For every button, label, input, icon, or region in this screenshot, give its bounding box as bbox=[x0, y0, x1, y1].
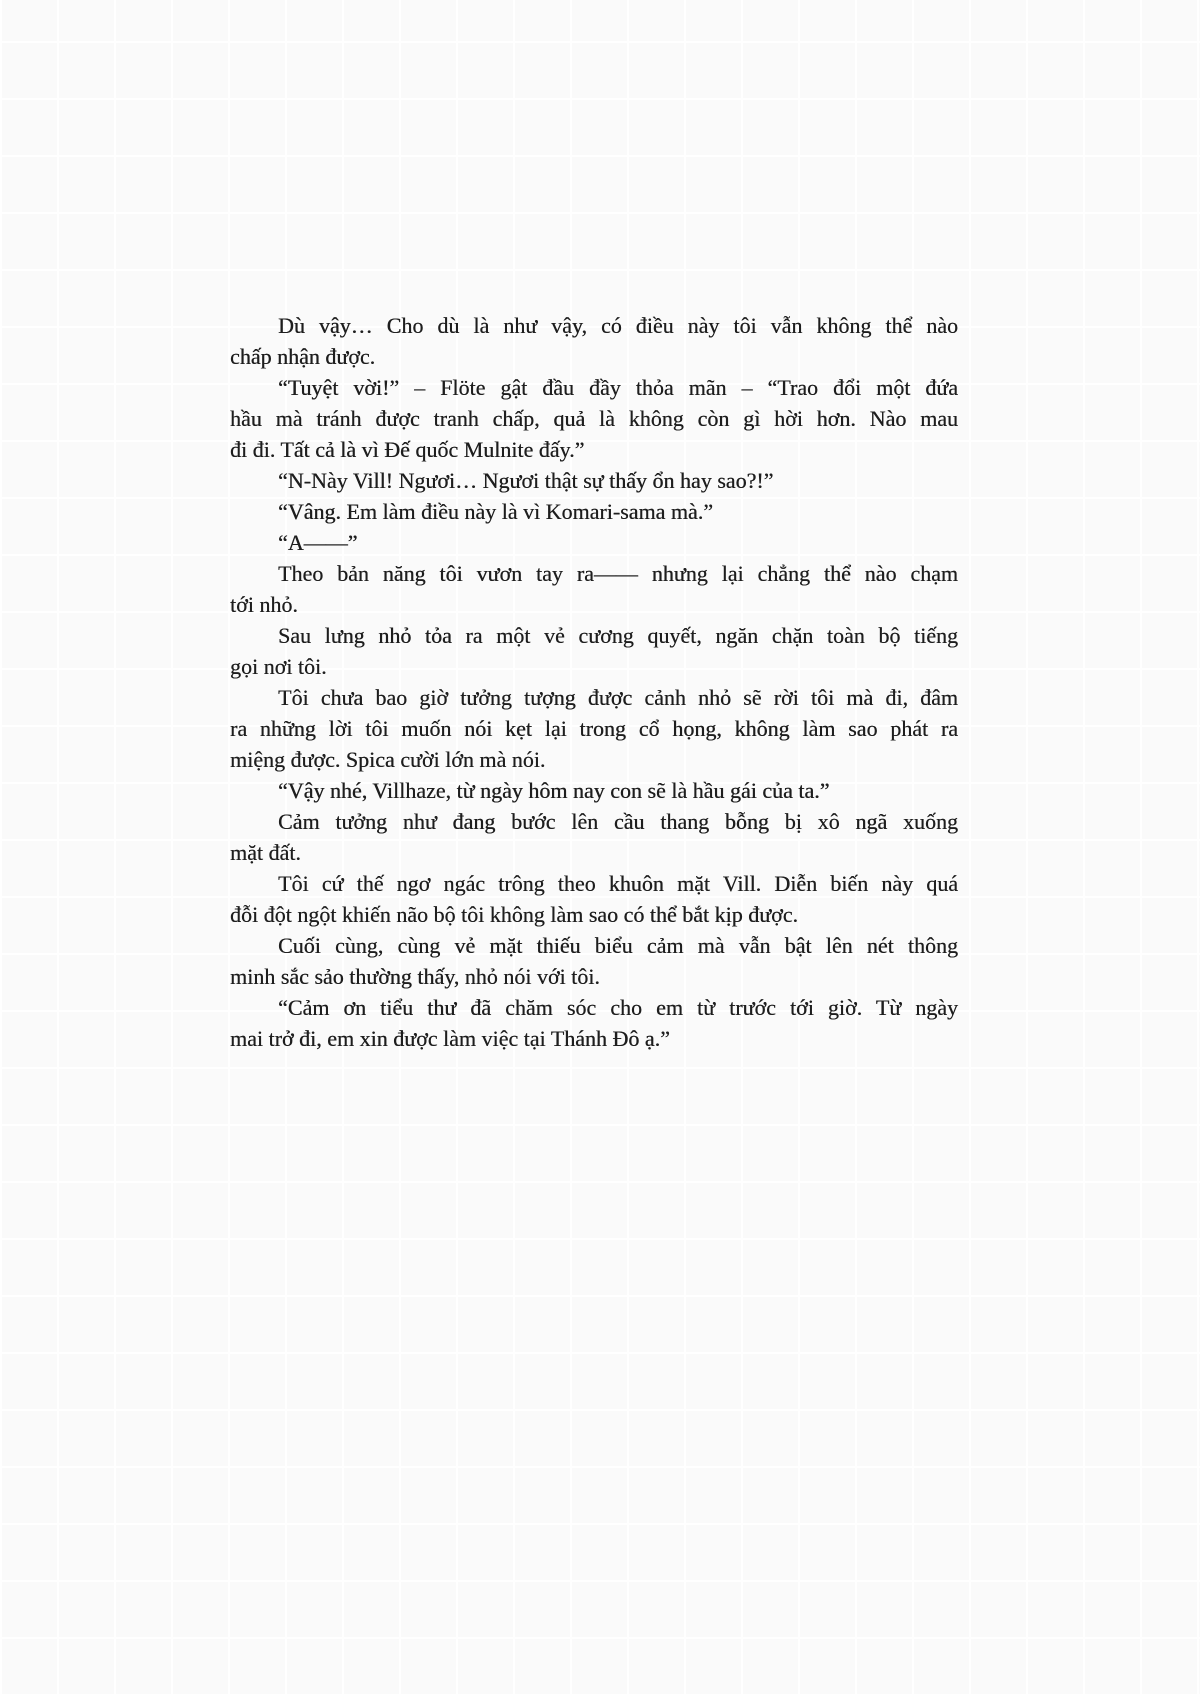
text-line: miệng được. Spica cười lớn mà nói. bbox=[230, 747, 546, 772]
text-line: mặt đất. bbox=[230, 840, 301, 865]
text-line: mai trở đi, em xin được làm việc tại Thánh Đô ạ.” bbox=[230, 1026, 670, 1051]
paragraph bbox=[230, 310, 958, 372]
paragraph bbox=[230, 992, 958, 1054]
text-line: Theo bản năng tôi vươn tay ra—— nhưng lại chẳng thể nào chạm bbox=[278, 561, 958, 586]
text-line: “Tuyệt vời!” – Flöte gật đầu đầy thỏa mãn – “Trao đổi một đứa bbox=[278, 375, 958, 400]
text-line: Sau lưng nhỏ tỏa ra một vẻ cương quyết, ngăn chặn toàn bộ tiếng bbox=[278, 623, 958, 648]
text-line: đi đi. Tất cả là vì Đế quốc Mulnite đấy.” bbox=[230, 437, 585, 462]
text-line: Cảm tưởng như đang bước lên cầu thang bỗng bị xô ngã xuống bbox=[278, 809, 958, 834]
text-line: “Vậy nhé, Villhaze, từ ngày hôm nay con sẽ là hầu gái của ta.” bbox=[278, 778, 830, 803]
paragraph bbox=[230, 465, 958, 496]
page-text bbox=[230, 310, 958, 1054]
text-line: Tôi cứ thế ngơ ngác trông theo khuôn mặt Vill. Diễn biến này quá bbox=[278, 871, 958, 896]
text-line: Dù vậy… Cho dù là như vậy, có điều này tôi vẫn không thể nào bbox=[278, 313, 958, 338]
text-line: Tôi chưa bao giờ tưởng tượng được cảnh nhỏ sẽ rời tôi mà đi, đâm bbox=[278, 685, 958, 710]
paragraph bbox=[230, 775, 958, 806]
paragraph bbox=[230, 868, 958, 930]
paragraph bbox=[230, 496, 958, 527]
text-line: Cuối cùng, cùng vẻ mặt thiếu biểu cảm mà vẫn bật lên nét thông bbox=[278, 933, 958, 958]
paragraph bbox=[230, 806, 958, 868]
text-line: chấp nhận được. bbox=[230, 344, 376, 369]
text-line: hầu mà tránh được tranh chấp, quả là không còn gì hời hơn. Nào mau bbox=[230, 406, 958, 431]
text-line: gọi nơi tôi. bbox=[230, 654, 327, 679]
text-line: “Vâng. Em làm điều này là vì Komari-sama mà.” bbox=[278, 499, 713, 524]
paragraph bbox=[230, 372, 958, 465]
text-line: ra những lời tôi muốn nói kẹt lại trong cổ họng, không làm sao phát ra bbox=[230, 716, 958, 741]
paragraph bbox=[230, 930, 958, 992]
paragraph bbox=[230, 620, 958, 682]
text-line: “Cảm ơn tiểu thư đã chăm sóc cho em từ trước tới giờ. Từ ngày bbox=[278, 995, 958, 1020]
paragraph bbox=[230, 558, 958, 620]
text-line: “N-Này Vill! Ngươi… Ngươi thật sự thấy ổn hay sao?!” bbox=[278, 468, 774, 493]
text-line: đỗi đột ngột khiến não bộ tôi không làm sao có thể bắt kịp được. bbox=[230, 902, 798, 927]
text-line: “A——” bbox=[278, 530, 358, 555]
text-line: tới nhỏ. bbox=[230, 592, 298, 617]
paragraph bbox=[230, 527, 958, 558]
paragraph bbox=[230, 682, 958, 775]
text-line: minh sắc sảo thường thấy, nhỏ nói với tôi. bbox=[230, 964, 600, 989]
